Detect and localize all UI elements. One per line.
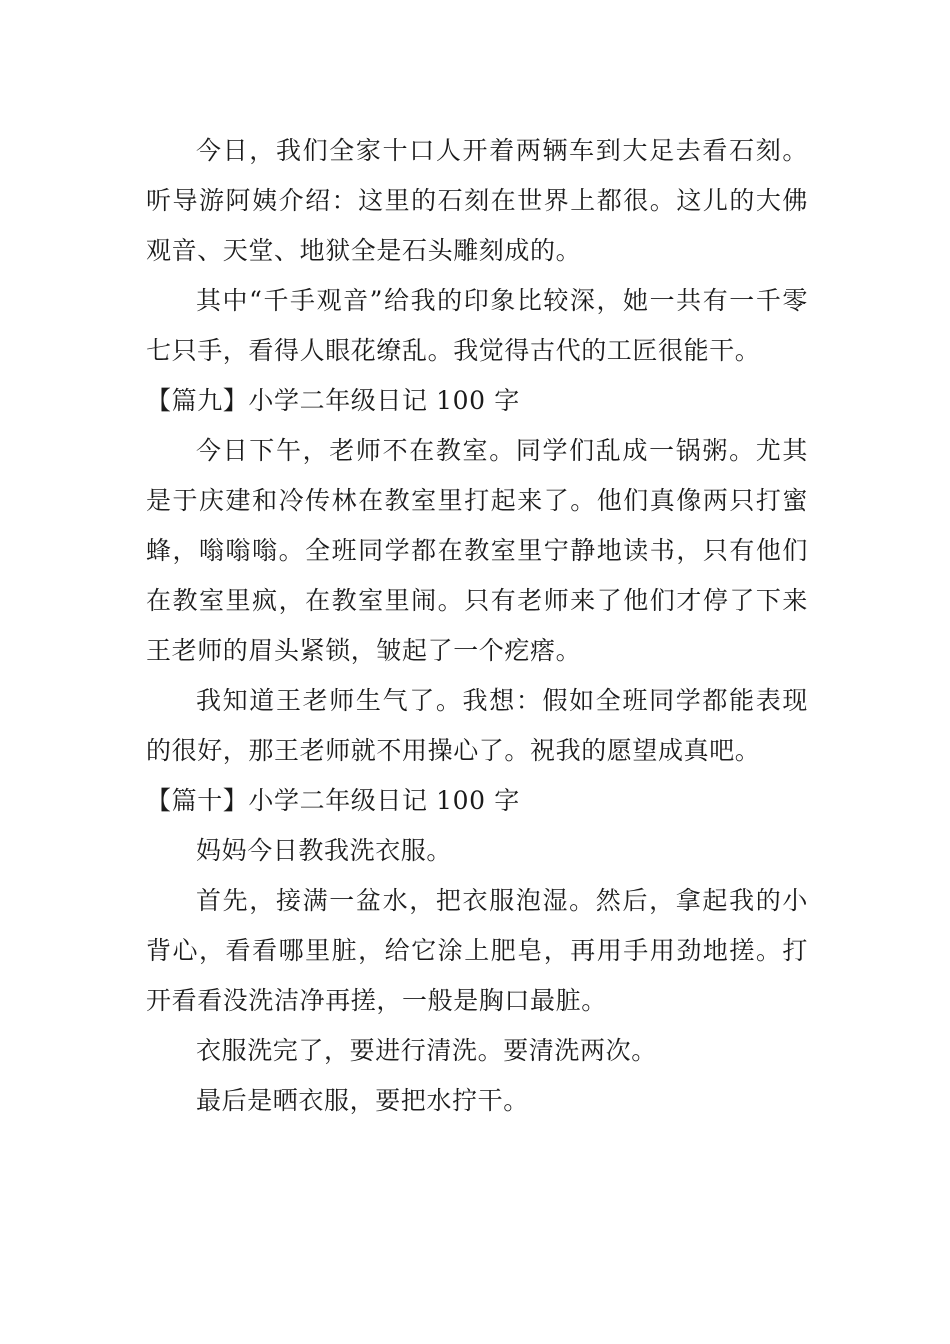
heading-part-nine: 【篇九】小学二年级日记 100 字 xyxy=(146,386,520,415)
heading-part-ten: 【篇十】小学二年级日记 100 字 xyxy=(146,786,520,815)
para-drying: 最后是晒衣服，要把水拧干。 xyxy=(196,1086,529,1115)
para-mom-teaches: 妈妈今日教我洗衣服。 xyxy=(196,836,453,865)
para-rinsing: 衣服洗完了，要进行清洗。要清洗两次。 xyxy=(196,1036,657,1065)
para-classroom-chaos: 今日下午，老师不在教室。同学们乱成一锅粥。尤其是于庆建和冷传林在教室里打起来了。他们真像两只打蜜蜂，嗡嗡嗡。全班同学都在教室里宁静地读书，只有他们在教室里疯，在教室里闹。只有老师来了他们才停了下来王老师的眉头紧锁，皱起了一个疙瘩。 xyxy=(146,436,808,665)
para-trip-intro: 今日，我们全家十口人开着两辆车到大足去看石刻。听导游阿姨介绍：这里的石刻在世界上都很。这儿的大佛观音、天堂、地狱全是石头雕刻成的。 xyxy=(146,136,808,265)
document-body xyxy=(146,126,808,1126)
para-teacher-angry: 我知道王老师生气了。我想：假如全班同学都能表现的很好，那王老师就不用操心了。祝我的愿望成真吧。 xyxy=(146,686,808,765)
para-thousand-hands: 其中“千手观音”给我的印象比较深，她一共有一千零七只手，看得人眼花缭乱。我觉得古代的工匠很能干。 xyxy=(146,286,808,365)
para-washing-steps: 首先，接满一盆水，把衣服泡湿。然后，拿起我的小背心，看看哪里脏，给它涂上肥皂，再用手用劲地搓。打开看看没洗洁净再搓，一般是胸口最脏。 xyxy=(146,886,808,1015)
